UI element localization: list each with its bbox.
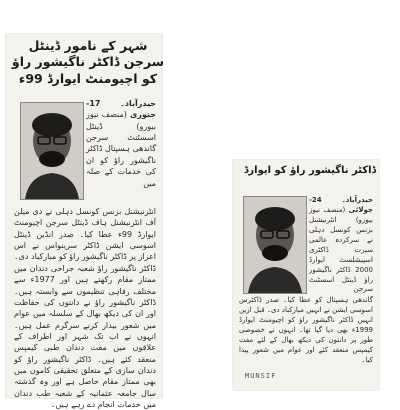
clipping-body-text: انٹرنیشنل بزنس کونسل دہلی نے دی میلن آف انٹرنیشنل ہاف ڈینٹل سرجن اچیومنٹ ایوارڈ 99ء عطا کیا۔ صدر انڈین ڈینٹل اسوسی ایشن ڈاکٹر سرینواس نے اس اعزاز پر ڈاکٹر ناگیشور راؤ کو مبارکباد دی۔ ڈاکٹر ناگیشور راؤ شعبہ جراحی دندان میں ممتاز مقام رکھتے ہیں اور 1977ء سے مختلف رفاہی تنظیموں سے وابستہ ہیں۔ ڈاکٹر ناگیشور راؤ نے دانتوں کی حفاظت اور ان کی دیکھ بھال کے سلسلہ میں عوام میں شعور بیدار کرنے سرگرم عمل ہیں۔ انہوں نے اب تک شہر اور اطراف کے علاقوں میں مفت دندان طبی کیمپس منعقد کئے ہیں۔ ڈاکٹر ناگیشور راؤ کو دندان سازی کے متعلق تحقیقی کاموں میں بھی ممتاز مقام حاصل ہے اور وہ گذشتہ سال جامعہ عثمانیہ کے شعبہ طب دندان میں خدمات انجام دے رہے ہیں۔ — [13, 207, 156, 410]
portrait-photo — [20, 102, 84, 200]
newspaper-clipping-right — [233, 160, 379, 390]
newspaper-credit: MUNSIF — [245, 372, 277, 380]
side-paragraph: (منصف نیوز بیورو) ڈینٹل اسسٹنٹ سرجن گاندھی ہسپتال ڈاکٹر ناگیشور راؤ کو ان کی خدمات کے صلہ میں — [86, 110, 156, 188]
clipping-body-text: گاندھی ہسپتال کو عطا کیا۔ صدر ڈاکٹرس اسوسی ایشن نے انہیں مبارکباد دی۔ قبل ازیں انہیں ڈاکٹر ناگیشور راؤ کو اچیومنٹ ایوارڈ 1999ء بھی دیا گیا تھا۔ انہوں نے خصوصی طور پر دانتوں کی دیکھ بھال کے لئے مفت کیمپس منعقد کئے اور عوام میں شعور پیدا کیا۔ — [239, 296, 373, 364]
clipping-headline: شہر کے نامور ڈینٹل سرجن ڈاکٹر ناگیشور راؤ کو اچیومنٹ ایوارڈ 99ء — [11, 38, 165, 86]
portrait-photo — [243, 196, 307, 294]
portrait-image — [21, 103, 83, 199]
newspaper-clipping-left — [6, 34, 165, 410]
dateline: حیدرآباد۔ 17- جنوری — [86, 99, 156, 120]
clipping-headline: ڈاکٹر ناگیشور راؤ کو ایوارڈ — [243, 165, 377, 176]
clipping-side-text — [86, 98, 156, 206]
clipping-side-text — [309, 196, 373, 294]
dateline: حیدرآباد۔ 24- جولائی — [309, 196, 373, 214]
side-paragraph: (منصف نیوز بیورو) انٹرنیشنل بزنس کونسل دہلی نے سرکردہ عالمی سیرت ڈاکٹری اسپیشلسٹ ایوارڈ 2000 ڈاکٹر ناگیشور راؤ ڈینٹل اسسٹنٹ سرجن — [309, 205, 373, 294]
portrait-image — [244, 197, 306, 293]
